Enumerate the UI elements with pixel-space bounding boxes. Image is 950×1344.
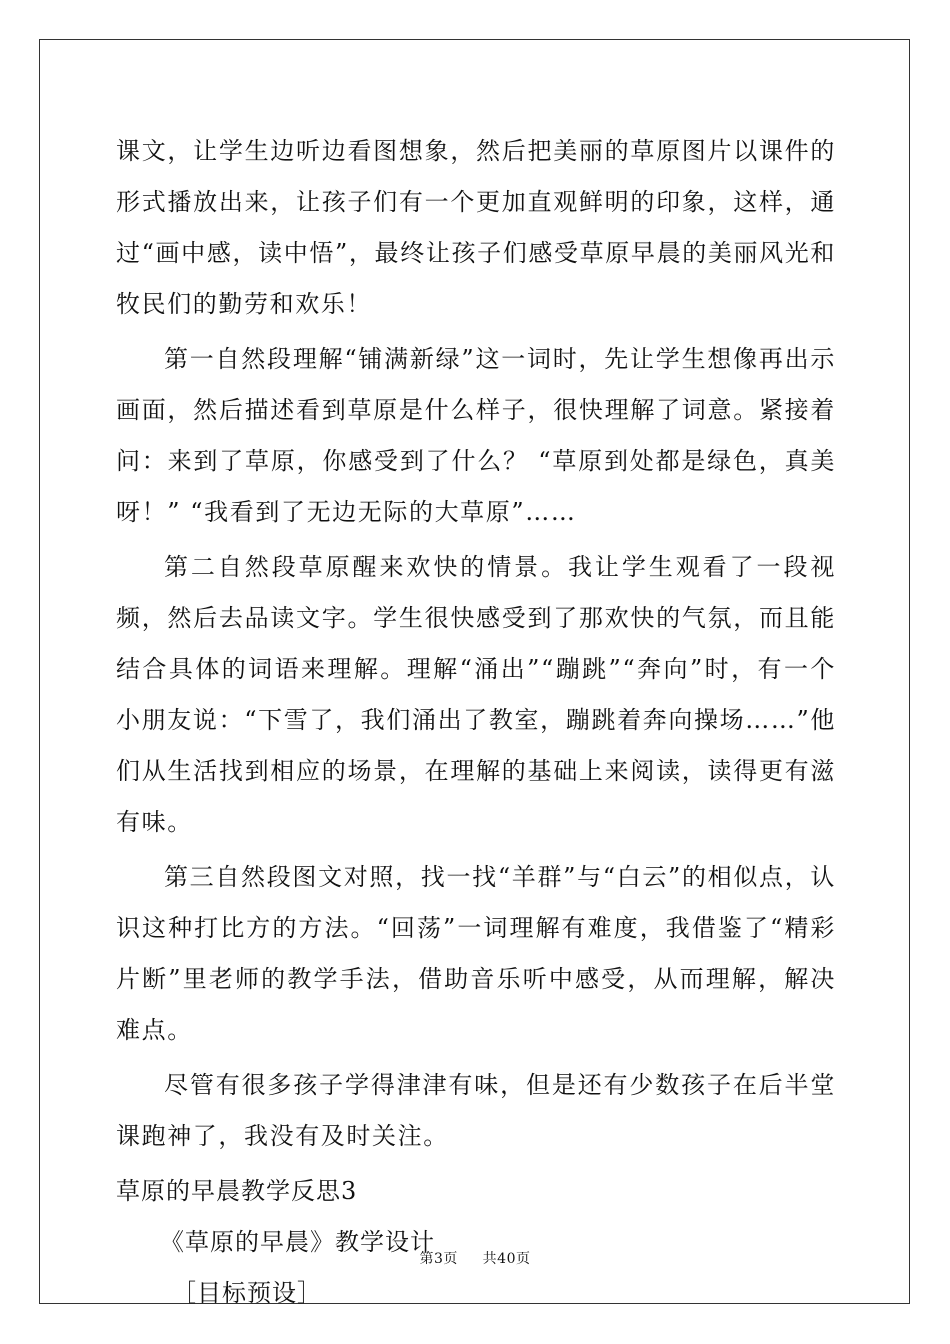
- paragraph-second-section: 第二自然段草原醒来欢快的情景。我让学生观看了一段视频，然后去品读文字。学生很快感受到了那欢快的气氛，而且能结合具体的词语来理解。理解“涌出”“蹦跳”“奔向”时，有一个小朋友说：“下雪了，我们涌出了教室，蹦跳着奔向操场……”他们从生活找到相应的场景，在理解的基础上来阅读，读得更有滋有味。: [116, 553, 836, 836]
- total-pages: 共40页: [482, 1251, 531, 1267]
- section-heading: 草原的早晨教学反思3: [116, 1177, 358, 1205]
- page-footer: [0, 1248, 950, 1268]
- paragraph-continuation: 课文，让学生边听边看图想象，然后把美丽的草原图片以课件的形式播放出来，让孩子们有一个更加直观鲜明的印象，这样，通过“画中感，读中悟”，最终让孩子们感受草原早晨的美丽风光和牧民们的勤劳和欢乐！: [116, 137, 836, 318]
- paragraph-third-section: 第三自然段图文对照，找一找“羊群”与“白云”的相似点，认识这种打比方的方法。“回荡”一词理解有难度，我借鉴了“精彩片断”里老师的教学手法，借助音乐听中感受，从而理解，解决难点。: [116, 863, 836, 1044]
- paragraph-first-section: 第一自然段理解“铺满新绿”这一词时，先让学生想像再出示画面，然后描述看到草原是什么样子，很快理解了词意。紧接着问：来到了草原，你感受到了什么？ “草原到处都是绿色，真美呀！” “我看到了无边无际的大草原”……: [116, 345, 836, 526]
- page-number: 第3页: [419, 1251, 458, 1267]
- design-title: 《草原的早晨》教学设计: [160, 1228, 435, 1256]
- paragraph-reflection: 尽管有很多孩子学得津津有味，但是还有少数孩子在后半堂课跑神了，我没有及时关注。: [116, 1071, 836, 1150]
- goal-label: ［目标预设］: [172, 1279, 322, 1307]
- document-body: [116, 126, 836, 1319]
